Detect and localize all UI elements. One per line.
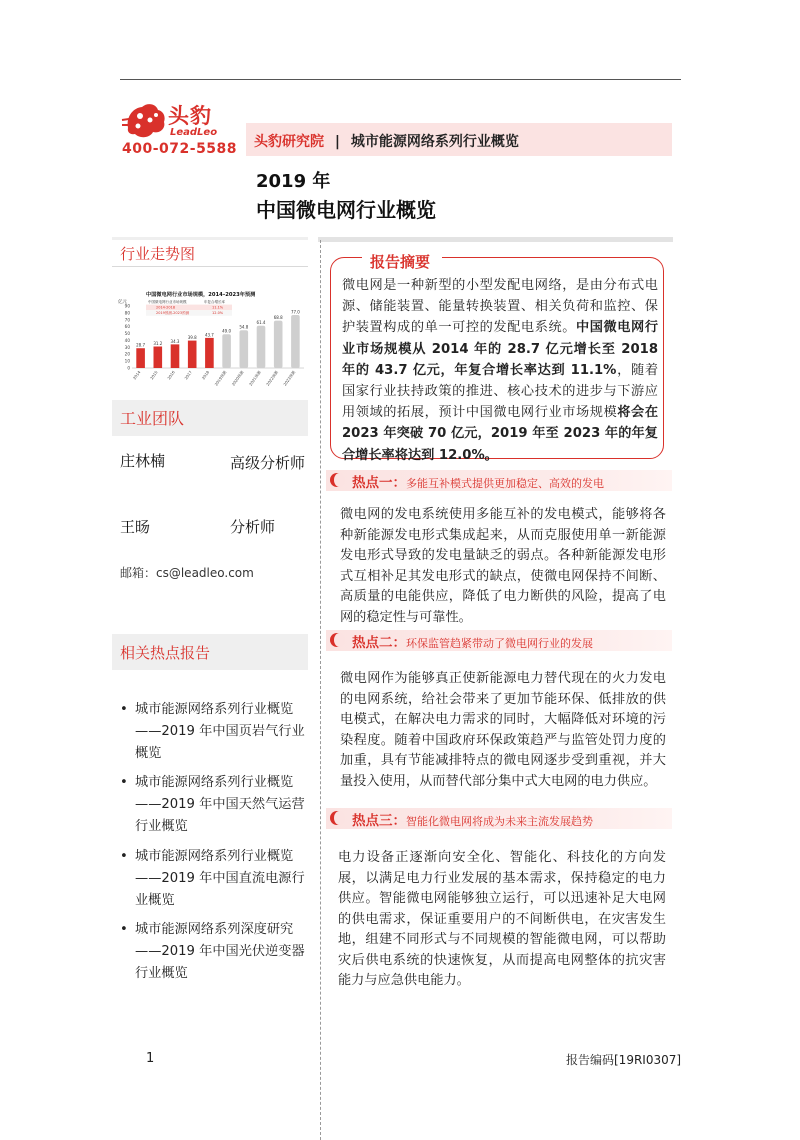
bar <box>257 326 266 368</box>
brand-subtitle: LeadLeo <box>170 127 218 138</box>
bar <box>154 347 163 368</box>
legend-table-cell: 12.0% <box>212 311 224 316</box>
bar-value-label: 61.4 <box>256 320 266 326</box>
contact-email[interactable]: 邮箱：cs@leadleo.com <box>120 566 254 580</box>
bar-value-label: 49.0 <box>222 328 232 334</box>
x-tick-label: 2015 <box>148 369 159 381</box>
y-tick-label: 70 <box>124 317 130 323</box>
related-report-title[interactable]: 城市能源网络系列行业概览——2019 年中国直流电源行业概览 <box>135 849 305 908</box>
hotspot-text: 微电网的发电系统使用多能互补的发电模式，能够将各种新能源发电形式集成起来，从而克服使用单一新能源发电形式导致的发电量缺乏的弱点。各种新能源发电形式互相补足其发电形式的缺点，使微电网保持不间断、高质量的电能供应，降低了电力断供的风险，提高了电网的稳定性与可靠性。 <box>340 507 666 625</box>
analyst-name: 庄林楠 <box>120 452 166 470</box>
bar <box>291 315 300 368</box>
right-divider-band <box>318 237 673 242</box>
x-tick-label: 2016 <box>166 369 176 381</box>
legend-table-cell: 2014-2018 <box>156 305 176 310</box>
x-tick-label: 2023预测 <box>282 369 297 387</box>
legend-table-header: 年复合增长率 <box>204 300 225 304</box>
hotspot-heading: 热点一：多能互补模式提供更加稳定、高效的发电 <box>352 475 604 491</box>
y-tick-label: 80 <box>124 310 130 316</box>
bar-value-label: 34.3 <box>170 338 180 344</box>
x-tick-label: 2021预测 <box>247 369 262 387</box>
legend-table-cell: 11.1% <box>212 305 224 310</box>
report-code: 报告编码[19RI0307] <box>566 1053 682 1067</box>
bar <box>222 334 231 368</box>
x-tick-label: 2020预测 <box>230 369 245 387</box>
column-divider <box>320 240 321 1140</box>
x-tick-label: 2017 <box>183 369 194 381</box>
report-year: 2019 年 <box>256 171 331 192</box>
related-report-title[interactable]: 城市能源网络系列行业概览——2019 年中国页岩气行业概览 <box>135 702 305 761</box>
hotspot-text: 微电网作为能够真正使新能源电力替代现在的火力发电的电网系统，给社会带来了更加节能环保、低排放的供电模式，在解决电力需求的同时，大幅降低对环境的污染程度。随着中国政府环保政策趋严与监管处罚力度的加重，具有节能减排特点的微电网逐步受到重视，并大量投入使用，从而替代部分集中式大电网的电力供应。 <box>340 671 666 789</box>
analyst-name: 王旸 <box>120 518 151 536</box>
abstract-title: 报告摘要 <box>370 253 431 271</box>
legend-table-header: 中国微电网行业市场规模 <box>148 300 187 304</box>
y-tick-label: 30 <box>124 344 130 350</box>
legend-table-cell: 2019预测-2023预测 <box>156 311 190 316</box>
phone-number: 400-072-5588 <box>122 141 238 157</box>
related-report-title[interactable]: 城市能源网络系列深度研究——2019 年中国光伏逆变器行业概览 <box>135 922 305 981</box>
bar-value-label: 31.2 <box>153 341 163 347</box>
chart-unit: 亿元 <box>118 300 127 305</box>
header-separator: | <box>334 134 340 150</box>
y-tick-label: 40 <box>124 337 130 343</box>
related-report-title[interactable]: 城市能源网络系列行业概览——2019 年中国天然气运营行业概览 <box>135 775 305 834</box>
bar-value-label: 54.8 <box>239 324 249 330</box>
bar <box>274 321 283 368</box>
related-report-item[interactable]: • 城市能源网络系列行业概览——2019 年中国直流电源行业概览 <box>120 846 320 912</box>
top-rule <box>120 79 681 80</box>
market-size-chart <box>118 284 308 388</box>
chart-title: 中国微电网行业市场规模，2014–2023年预测 <box>146 292 256 298</box>
bar <box>188 341 197 368</box>
bar-value-label: 68.8 <box>273 315 283 321</box>
y-tick-label: 50 <box>124 331 130 337</box>
x-tick-label: 2018 <box>200 369 211 381</box>
bar-value-label: 43.7 <box>204 332 214 338</box>
report-title: 中国微电网行业概览 <box>256 198 436 222</box>
trend-band <box>112 237 308 240</box>
bar <box>240 330 249 368</box>
institute-name: 头豹研究院 <box>254 134 324 150</box>
hotspot-heading: 热点三：智能化微电网将成为未来主流发展趋势 <box>352 813 593 829</box>
analyst-role: 分析师 <box>230 518 276 536</box>
y-tick-label: 60 <box>124 324 130 330</box>
y-tick-label: 10 <box>124 358 130 364</box>
abstract-text: 微电网是一种新型的小型发配电网络，是由分布式电源、储能装置、能量转换装置、相关负荷和监控、保护装置构成的单一可控的发配电系统。中国微电网行业市场规模从 2014 年的 28.7 亿元增长至 2018 年的 43.7 亿元，年复合增长率达到 11.1%，随着国家行业扶持政策的推进、核心技术的进步与下游应用领域的拓展，预计中国微电网行业市场规模将会在 2023 年突破 70 亿元，2019 年至 2023 年的年复合增长率将达到 12.0%。 <box>342 278 659 463</box>
team-heading: 工业团队 <box>120 409 185 428</box>
y-tick-label: 90 <box>124 303 130 309</box>
page-number: 1 <box>146 1051 155 1066</box>
brand-name: 头豹 <box>168 104 212 128</box>
related-report-item[interactable]: • 城市能源网络系列深度研究——2019 年中国光伏逆变器行业概览 <box>120 919 320 985</box>
bar-value-label: 77.0 <box>290 309 300 315</box>
hotspot-text: 电力设备正逐渐向安全化、智能化、科技化的方向发展，以满足电力行业发展的基本需求，保持稳定的电力供应。智能微电网能够独立运行，可以迅速补足大电网的供电需求，保证重要用户的不间断供电，在灾害发生地，组建不同形式与不同规模的智能微电网，可以帮助灾后供电系统的快速恢复，从而提高电网整体的抗灾害能力与应急供电能力。 <box>338 850 666 988</box>
analyst-role: 高级分析师 <box>230 454 306 472</box>
header-line <box>254 131 519 151</box>
hotspot-heading: 热点二：环保监管趋紧带动了微电网行业的发展 <box>352 635 593 651</box>
reports-heading: 相关热点报告 <box>120 644 211 662</box>
x-tick-label: 2014 <box>131 369 142 381</box>
y-tick-label: 0 <box>127 365 130 371</box>
bar <box>171 344 180 368</box>
trend-rule <box>112 266 308 267</box>
x-tick-label: 2022预测 <box>265 369 280 387</box>
trend-heading: 行业走势图 <box>120 245 196 263</box>
related-report-item[interactable]: • 城市能源网络系列行业概览——2019 年中国页岩气行业概览 <box>120 699 320 765</box>
bar-value-label: 28.7 <box>136 342 146 348</box>
bar-value-label: 39.8 <box>187 335 197 341</box>
related-report-item[interactable]: • 城市能源网络系列行业概览——2019 年中国天然气运营行业概览 <box>120 772 320 838</box>
bar <box>205 338 214 368</box>
bar <box>136 348 145 368</box>
series-name: 城市能源网络系列行业概览 <box>350 134 519 150</box>
y-tick-label: 20 <box>124 351 130 357</box>
x-tick-label: 2019预测 <box>213 369 228 387</box>
